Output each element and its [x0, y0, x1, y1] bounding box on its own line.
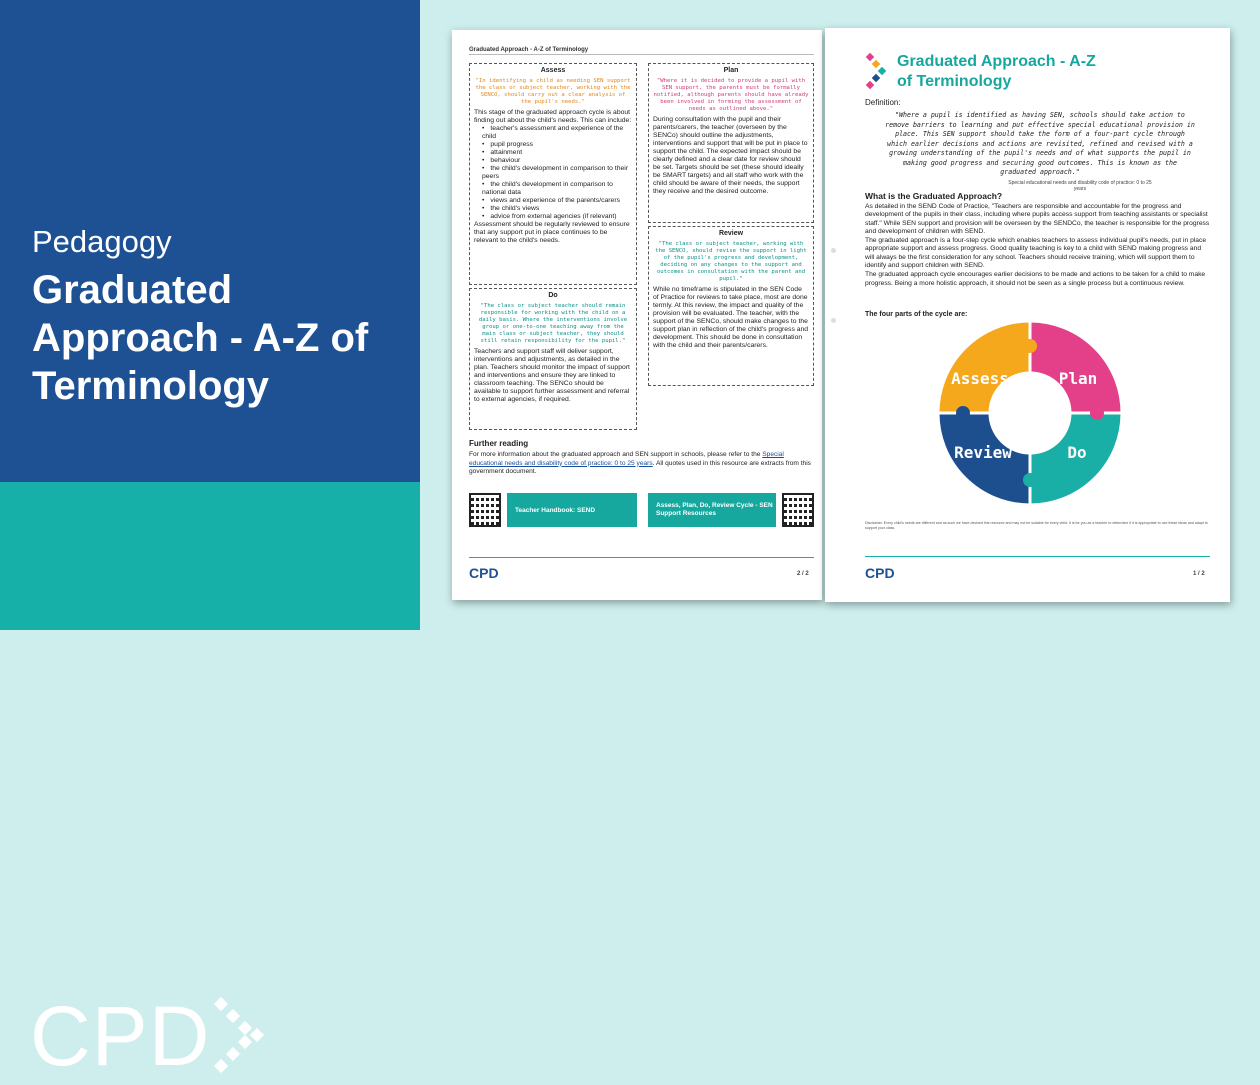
assess-title: Assess — [540, 67, 566, 74]
cpd-chevron-icon — [212, 995, 272, 1075]
cpd-chevron-icon — [865, 52, 891, 92]
disclaimer: Disclaimer: Every child's needs are different and as such we have devised this resource and may not be suitable for every child. It is for you as a teacher to determine if it is appropriate to use these ideas and adapt to support your class. — [865, 521, 1208, 530]
page-number: 1 / 2 — [1193, 571, 1205, 577]
do-title: Do — [548, 292, 558, 299]
qr-code — [782, 493, 814, 527]
footer-divider — [469, 557, 814, 558]
page-title: Graduated Approach - A-Z of Terminology — [897, 53, 1096, 90]
page-header: Graduated Approach - A-Z of Terminology — [469, 47, 589, 53]
list-item: • advice from external agencies (if relevant) — [482, 213, 632, 221]
punch-hole — [831, 318, 836, 323]
list-item: • behaviour — [482, 157, 632, 165]
resource-link-teacher-handbook[interactable]: Teacher Handbook: SEND — [507, 493, 637, 527]
cycle-label-assess: Assess — [951, 369, 1009, 388]
list-item: • the child's development in comparison to their peers — [482, 165, 632, 181]
further-reading-heading: Further reading — [469, 439, 529, 448]
list-item: • the child's views — [482, 205, 632, 213]
definition-label: Definition: — [865, 98, 901, 107]
review-quote: "The class or subject teacher, working with the SENCO, should revise the support in light of the pupil's progress and development, deciding on any changes to the support and outcomes in consultation with the parent and pupil." — [655, 241, 807, 282]
four-parts-label: The four parts of the cycle are: — [865, 311, 968, 318]
cpd-logo-text: CPD — [30, 989, 211, 1083]
section-heading: What is the Graduated Approach? — [865, 191, 1003, 201]
cycle-label-do: Do — [1067, 443, 1087, 462]
further-reading-after: . All quotes used in this resource are extracts from this government document. — [469, 459, 811, 475]
list-item: • pupil progress — [482, 141, 632, 149]
assess-box — [469, 63, 637, 285]
do-quote: "The class or subject teacher should remain responsible for working with the child on a daily basis. Where the interventions involve group or one-to-one teaching away from the main class or subject teacher, they should still retain responsibility for the pupil." — [478, 303, 628, 344]
code-of-practice-link[interactable]: Special educational needs and disability code of practice: 0 to 25 years — [469, 451, 784, 467]
review-text: While no timeframe is stipulated in the SEN Code of Practice for reviews to take place, most are done termly. At this review, the impact and quality of the provision will be evaluated. The teacher, with the support of the SENCo, should make changes to the support plan in reflection of the child's progress and development. This should be done in consultation with the child and their parents/carers. — [653, 286, 809, 349]
paragraph: As detailed in the SEND Code of Practice, "Teachers are responsible and accountable for the progress and development of the pupils in their class, including where pupils access support from teaching assistants or specialist staff." While SEN support and provision will be overseen by the SENDCo, the teacher is responsible for the progress and development of children with SEND. — [865, 203, 1210, 235]
further-reading-before: For more information about the graduated approach and SEN support in schools, please refer to the — [469, 451, 761, 458]
do-text: Teachers and support staff will deliver support, interventions and adjustments, as detailed in the plan. Teachers should monitor the impact of support and interventions and ensure they are linked to classroom teaching. The SENCo should be available to support further assessment and referral to external agencies, if required. — [474, 348, 630, 403]
plan-text: During consultation with the pupil and their parents/carers, the teacher (overseen by the SENCo) should outline the adjustments, interventions and support that will be put in place to support the child. The expected impact should be clearly defined and a clear date for review should be set. Targets should be set (these should ideally be SMART targets) and all staff who work with the child should be aware of their needs, the support they receive and the desired outcome. — [653, 116, 808, 195]
review-box — [648, 226, 814, 386]
footer-divider — [865, 556, 1210, 557]
list-item: • teacher's assessment and experience of the child — [482, 125, 632, 141]
page-number: 2 / 2 — [797, 571, 809, 577]
plan-title: Plan — [723, 67, 739, 74]
cycle-label-review: Review — [954, 443, 1012, 462]
list-item: • views and experience of the parents/carers — [482, 197, 632, 205]
document-page-2 — [452, 30, 822, 600]
plan-box — [648, 63, 814, 223]
banner-subtitle: Pedagogy — [32, 224, 172, 259]
cycle-segment-assess — [938, 321, 1030, 413]
resource-link-apdr-cycle[interactable]: Assess, Plan, Do, Review Cycle - SEN Support Resources — [648, 493, 776, 527]
footer-logo: CPD — [865, 565, 895, 581]
assess-intro: This stage of the graduated approach cycle is about finding out about the child's needs. This can include: — [474, 109, 632, 124]
body-text — [865, 203, 1210, 289]
cycle-label-plan: Plan — [1058, 369, 1098, 388]
review-title: Review — [718, 230, 744, 237]
paragraph: The graduated approach is a four-step cycle which enables teachers to assess individual pupil's needs, put in place appropriate support and assess progress. Good quality teaching is key to a child with SEND making progress and will always be the first consideration for any school. Teachers should receive training, which will support them to identify and support children with SEND. — [865, 237, 1207, 270]
quote-citation: Special educational needs and disability code of practice: 0 to 25 years — [1008, 180, 1152, 192]
apdr-cycle-diagram — [935, 318, 1125, 508]
footer-logo: CPD — [469, 565, 499, 581]
definition-quote: "Where a pupil is identified as having SEN, schools should take action to remove barriers to learning and put effective special educational provision in place. This SEN support should take the form of a four-part cycle through which earlier decisions and actions are revisited, refined and revised with a growing understanding of the pupil's needs and of what supports the pupil in making good progress and securing good outcomes. This is known as the graduated approach." — [885, 111, 1195, 176]
assess-list — [474, 125, 632, 221]
list-item: • the child's development in comparison to national data — [482, 181, 632, 197]
assess-outro: Assessment should be regularly reviewed to ensure that any support put in place continues to be relevant to the child's needs. — [474, 221, 630, 244]
plan-quote: "Where it is decided to provide a pupil with SEN support, the parents must be formally notified, although parents should have already been involved in forming the assessment of needs as outlined above." — [653, 78, 809, 112]
banner-logo-panel — [0, 482, 420, 1083]
do-box — [469, 288, 637, 430]
qr-code — [469, 493, 501, 527]
banner-panel — [0, 0, 420, 482]
banner-title: Graduated Approach - A-Z of Terminology — [32, 268, 369, 408]
paragraph: The graduated approach cycle encourages earlier decisions to be made and actions to be taken for a child to make progress. Being a more holistic approach, it should not be seen as a single process but a continuous review. — [865, 271, 1206, 287]
further-reading-text — [469, 451, 814, 477]
assess-quote: "In identifying a child as needing SEN support the class or subject teacher, working with the SENCO, should carry out a clear analysis of the pupil's needs." — [475, 78, 631, 105]
header-divider — [469, 54, 814, 55]
document-page-1 — [825, 28, 1230, 602]
punch-hole — [831, 248, 836, 253]
cycle-segment-plan — [1030, 321, 1122, 413]
list-item: • attainment — [482, 149, 632, 157]
